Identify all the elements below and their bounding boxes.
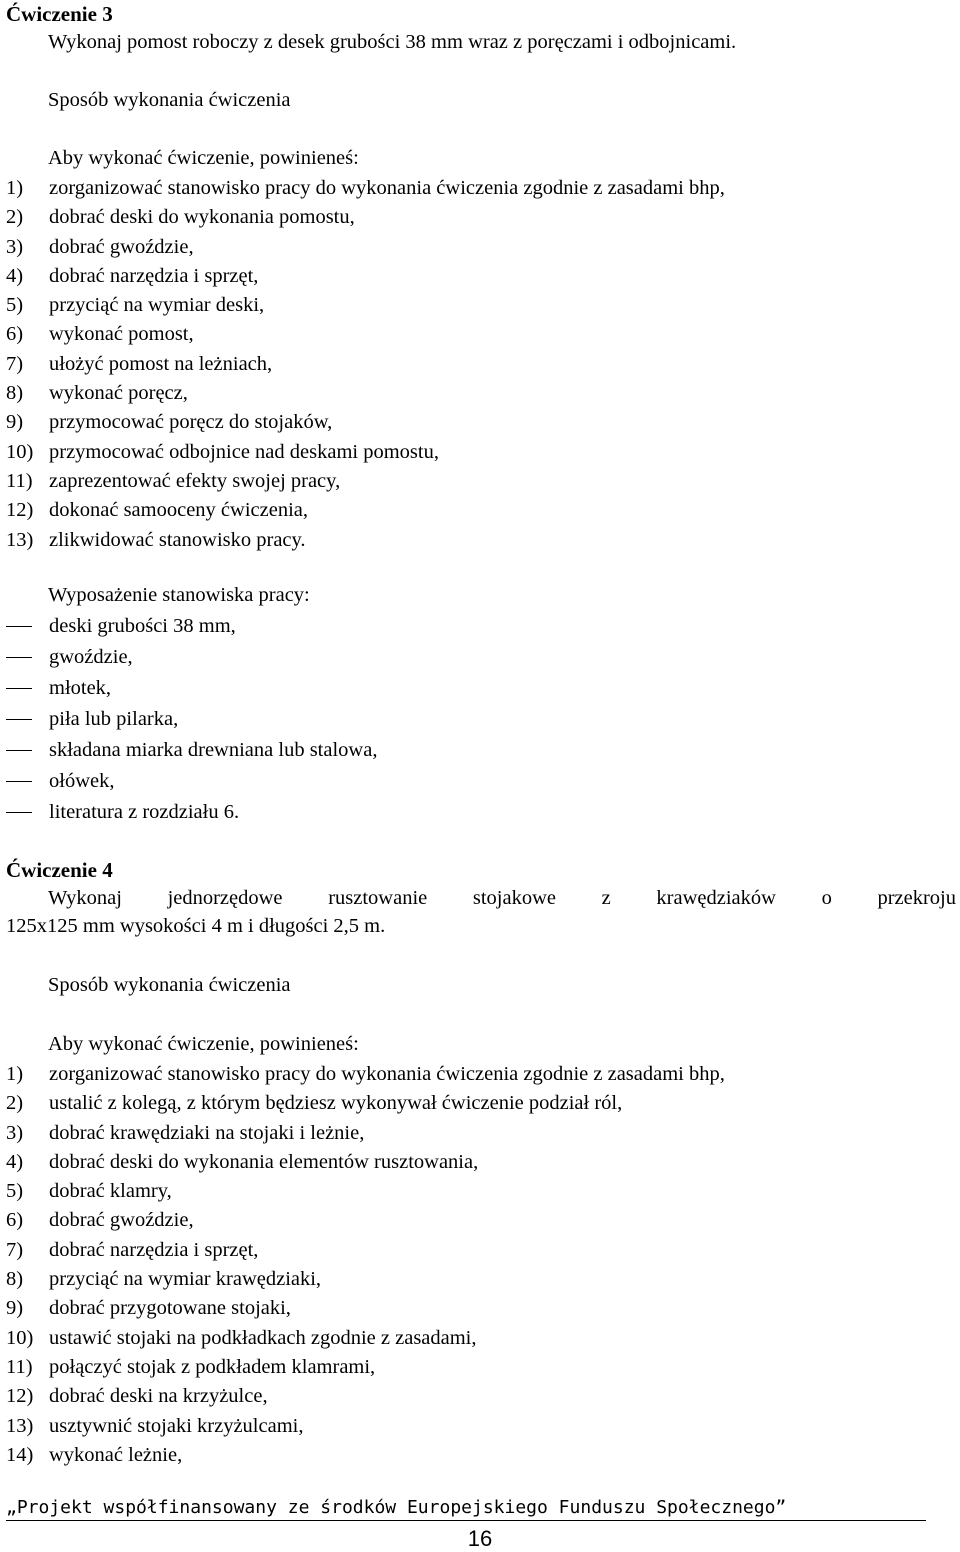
dash-bullet-icon (6, 688, 32, 689)
step-number: 2) (6, 1092, 24, 1115)
step-text: dobrać deski do wykonania pomostu, (49, 206, 355, 229)
footer-funding-note: „Projekt współfinansowany ze środków Europejskiego Funduszu Społecznego” (6, 1497, 787, 1518)
task-word: o (821, 887, 832, 909)
step-number: 6) (6, 323, 24, 346)
footer-divider (6, 1520, 926, 1521)
step-text: zorganizować stanowisko pracy do wykonania ćwiczenia zgodnie z zasadami bhp, (49, 177, 725, 199)
equipment-item-text: deski grubości 38 mm, (49, 615, 236, 637)
exercise-3-equipment-heading: Wyposażenie stanowiska pracy: (48, 584, 310, 606)
task-word: krawędziaków (656, 887, 776, 909)
step-text: zorganizować stanowisko pracy do wykonania ćwiczenia zgodnie z zasadami bhp, (49, 1063, 725, 1085)
step-number: 11) (6, 469, 33, 492)
step-number: 13) (6, 528, 34, 551)
page-number: 16 (467, 1526, 493, 1551)
step-number: 14) (6, 1443, 34, 1466)
step-number: 11) (6, 1355, 33, 1378)
step-number: 5) (6, 1180, 24, 1203)
step-text: przyciąć na wymiar krawędziaki, (49, 1268, 322, 1291)
task-word: przekroju (877, 887, 956, 909)
dash-bullet-icon (6, 657, 32, 658)
exercise-4-method-heading: Sposób wykonania ćwiczenia (48, 974, 291, 996)
equipment-item-text: gwoździe, (49, 646, 133, 668)
dash-bullet-icon (6, 781, 32, 782)
exercise-4-task-line-1 (48, 887, 956, 910)
exercise-3-title: Ćwiczenie 3 (6, 2, 113, 26)
step-number: 4) (6, 1150, 24, 1173)
step-text: zlikwidować stanowisko pracy. (49, 528, 306, 551)
step-number: 1) (6, 177, 24, 199)
step-text: dobrać gwoździe, (49, 1209, 194, 1232)
task-word: rusztowanie (328, 887, 428, 909)
step-text: dobrać krawędziaki na stojaki i leżnie, (49, 1121, 365, 1144)
step-text: przyciąć na wymiar deski, (49, 294, 265, 317)
exercise-4-title: Ćwiczenie 4 (6, 858, 113, 882)
step-number: 10) (6, 440, 34, 463)
step-number: 9) (6, 1297, 24, 1320)
step-number: 8) (6, 1268, 24, 1291)
step-text: wykonać pomost, (49, 323, 194, 346)
step-text: dobrać przygotowane stojaki, (49, 1297, 291, 1320)
exercise-4-task-line-2: 125x125 mm wysokości 4 m i długości 2,5 m. (6, 915, 386, 937)
step-text: ułożyć pomost na leżniach, (49, 352, 273, 375)
step-number: 6) (6, 1209, 24, 1232)
step-number: 9) (6, 411, 24, 434)
equipment-item-text: literatura z rozdziału 6. (49, 801, 240, 823)
step-number: 1) (6, 1063, 24, 1085)
exercise-4-intro: Aby wykonać ćwiczenie, powinieneś: (48, 1033, 359, 1055)
step-number: 7) (6, 1238, 24, 1261)
equipment-item-text: ołówek, (49, 770, 115, 792)
dash-bullet-icon (6, 719, 32, 720)
step-text: dobrać gwoździe, (49, 235, 194, 258)
equipment-item-text: młotek, (49, 677, 112, 699)
step-text: połączyć stojak z podkładem klamrami, (49, 1355, 376, 1378)
step-text: ustawić stojaki na podkładkach zgodnie z zasadami, (49, 1326, 477, 1349)
task-word: z (601, 887, 611, 909)
step-text: wykonać poręcz, (49, 382, 188, 405)
step-text: przymocować poręcz do stojaków, (49, 411, 333, 434)
step-number: 10) (6, 1326, 34, 1349)
step-text: dobrać deski do wykonania elementów rusztowania, (49, 1150, 479, 1173)
step-number: 12) (6, 1385, 34, 1408)
equipment-item-text: składana miarka drewniana lub stalowa, (49, 739, 378, 761)
step-number: 13) (6, 1414, 34, 1437)
exercise-3-intro: Aby wykonać ćwiczenie, powinieneś: (48, 147, 359, 169)
step-text: dobrać narzędzia i sprzęt, (49, 1238, 259, 1261)
step-number: 8) (6, 382, 24, 405)
step-text: dobrać narzędzia i sprzęt, (49, 264, 259, 287)
step-number: 4) (6, 264, 24, 287)
step-number: 12) (6, 499, 34, 522)
step-number: 3) (6, 1121, 24, 1144)
step-text: dokonać samooceny ćwiczenia, (49, 499, 308, 522)
step-number: 7) (6, 352, 24, 375)
equipment-item-text: piła lub pilarka, (49, 708, 179, 730)
dash-bullet-icon (6, 626, 32, 627)
task-word: Wykonaj (48, 887, 122, 909)
step-text: ustalić z kolegą, z którym będziesz wykonywał ćwiczenie podział ról, (49, 1092, 623, 1115)
step-text: dobrać klamry, (49, 1180, 172, 1203)
dash-bullet-icon (6, 812, 32, 813)
exercise-3-task: Wykonaj pomost roboczy z desek grubości 38 mm wraz z poręczami i odbojnicami. (48, 31, 737, 53)
step-text: usztywnić stojaki krzyżulcami, (49, 1414, 304, 1437)
step-text: zaprezentować efekty swojej pracy, (49, 469, 341, 492)
exercise-3-method-heading: Sposób wykonania ćwiczenia (48, 89, 291, 111)
task-word: jednorzędowe (167, 887, 283, 909)
step-number: 3) (6, 235, 24, 258)
step-text: przymocować odbojnice nad deskami pomostu, (49, 440, 439, 463)
step-number: 5) (6, 294, 24, 317)
step-text: dobrać deski na krzyżulce, (49, 1385, 268, 1408)
task-word: stojakowe (472, 887, 556, 909)
dash-bullet-icon (6, 750, 32, 751)
step-text: wykonać leżnie, (49, 1443, 183, 1466)
step-number: 2) (6, 206, 24, 229)
